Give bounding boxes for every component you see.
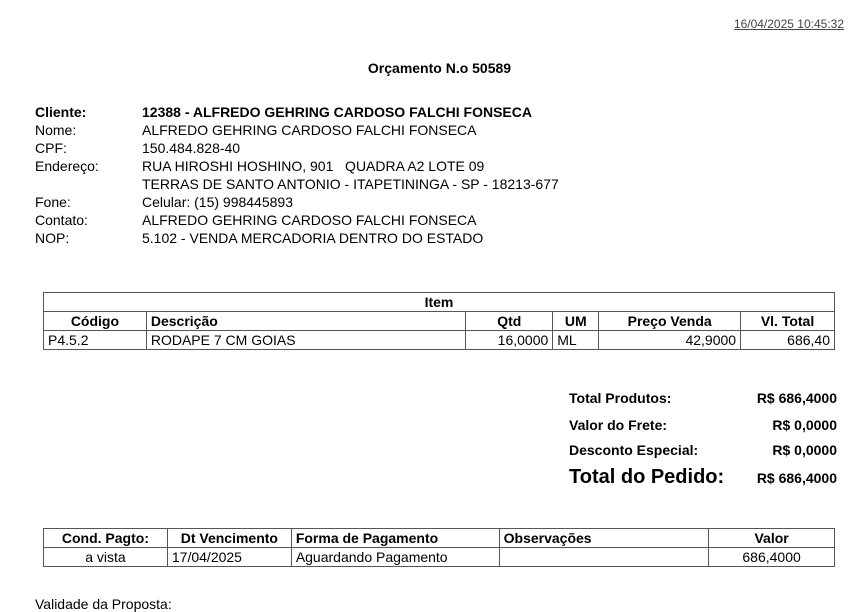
payment-header-row <box>44 529 835 548</box>
address-line-1: RUA HIROSHI HOSHINO, 901 QUADRA A2 LOTE 09 <box>142 158 485 174</box>
item-code: P4.5.2 <box>44 331 147 350</box>
table-row <box>44 548 835 567</box>
column-header: Observações <box>499 529 709 548</box>
freight-label: Valor do Frete: <box>569 417 668 433</box>
cpf-value: 150.484.828-40 <box>142 140 241 156</box>
payment-method: Aguardando Pagamento <box>291 548 499 567</box>
payment-due-date: 17/04/2025 <box>167 548 291 567</box>
page-title: Orçamento N.o 50589 <box>367 60 512 76</box>
contact-label: Contato: <box>35 212 88 228</box>
phone-value: Celular: (15) 998445893 <box>142 194 293 210</box>
name-label: Nome: <box>35 122 77 138</box>
client-row-endereco-2 <box>35 175 559 193</box>
name-value: ALFREDO GEHRING CARDOSO FALCHI FONSECA <box>142 122 477 138</box>
column-header: Forma de Pagamento <box>291 529 499 548</box>
freight-row <box>569 417 837 442</box>
client-row-cpf <box>35 139 559 157</box>
payment-condition: a vista <box>44 548 168 567</box>
items-header-row <box>44 312 835 331</box>
phone-label: Fone: <box>35 194 71 210</box>
item-unit-price: 42,9000 <box>599 331 741 350</box>
client-info <box>35 103 559 247</box>
contact-value: ALFREDO GEHRING CARDOSO FALCHI FONSECA <box>142 212 477 228</box>
client-row-nome <box>35 121 559 139</box>
client-value: 12388 - ALFREDO GEHRING CARDOSO FALCHI FONSECA <box>142 104 532 120</box>
total-products-label: Total Produtos: <box>569 390 672 406</box>
totals-block <box>569 390 837 489</box>
column-header: UM <box>553 312 599 331</box>
item-quantity: 16,0000 <box>466 331 553 350</box>
payment-table <box>43 528 835 567</box>
nop-value: 5.102 - VENDA MERCADORIA DENTRO DO ESTADO <box>142 230 484 246</box>
discount-row <box>569 442 837 466</box>
table-row <box>44 331 835 350</box>
item-total: 686,40 <box>741 331 835 350</box>
discount-label: Desconto Especial: <box>569 442 699 458</box>
column-header: Preço Venda <box>599 312 741 331</box>
proposal-validity-label: Validade da Proposta: <box>35 596 172 612</box>
column-header: Vl. Total <box>741 312 835 331</box>
payment-notes <box>499 548 709 567</box>
address-label: Endereço: <box>35 158 99 174</box>
nop-label: NOP: <box>35 230 70 246</box>
client-label: Cliente: <box>35 104 87 120</box>
column-header: Descrição <box>146 312 466 331</box>
item-description: RODAPE 7 CM GOIAS <box>146 331 466 350</box>
order-total-label: Total do Pedido: <box>569 466 725 488</box>
print-timestamp: 16/04/2025 10:45:32 <box>733 17 844 31</box>
discount-value: R$ 0,0000 <box>772 442 837 458</box>
client-row-nop <box>35 229 559 247</box>
items-table <box>43 292 835 350</box>
total-products-row <box>569 390 837 417</box>
items-section-title: Item <box>44 293 835 312</box>
order-total-row <box>569 466 837 489</box>
column-header: Código <box>44 312 147 331</box>
client-row-contato <box>35 211 559 229</box>
client-row-endereco <box>35 157 559 175</box>
cpf-label: CPF: <box>35 140 67 156</box>
column-header: Cond. Pagto: <box>44 529 168 548</box>
column-header: Valor <box>709 529 835 548</box>
address-label-blank <box>35 175 142 193</box>
column-header: Qtd <box>466 312 553 331</box>
client-row-fone <box>35 193 559 211</box>
total-products-value: R$ 686,4000 <box>756 390 837 406</box>
column-header: Dt Vencimento <box>167 529 291 548</box>
address-line-2: TERRAS DE SANTO ANTONIO - ITAPETININGA - SP - 18213-677 <box>142 176 559 192</box>
freight-value: R$ 0,0000 <box>772 417 837 433</box>
client-row-cliente <box>35 103 559 121</box>
order-total-value: R$ 686,4000 <box>756 470 837 486</box>
item-unit: ML <box>553 331 599 350</box>
payment-amount: 686,4000 <box>709 548 835 567</box>
